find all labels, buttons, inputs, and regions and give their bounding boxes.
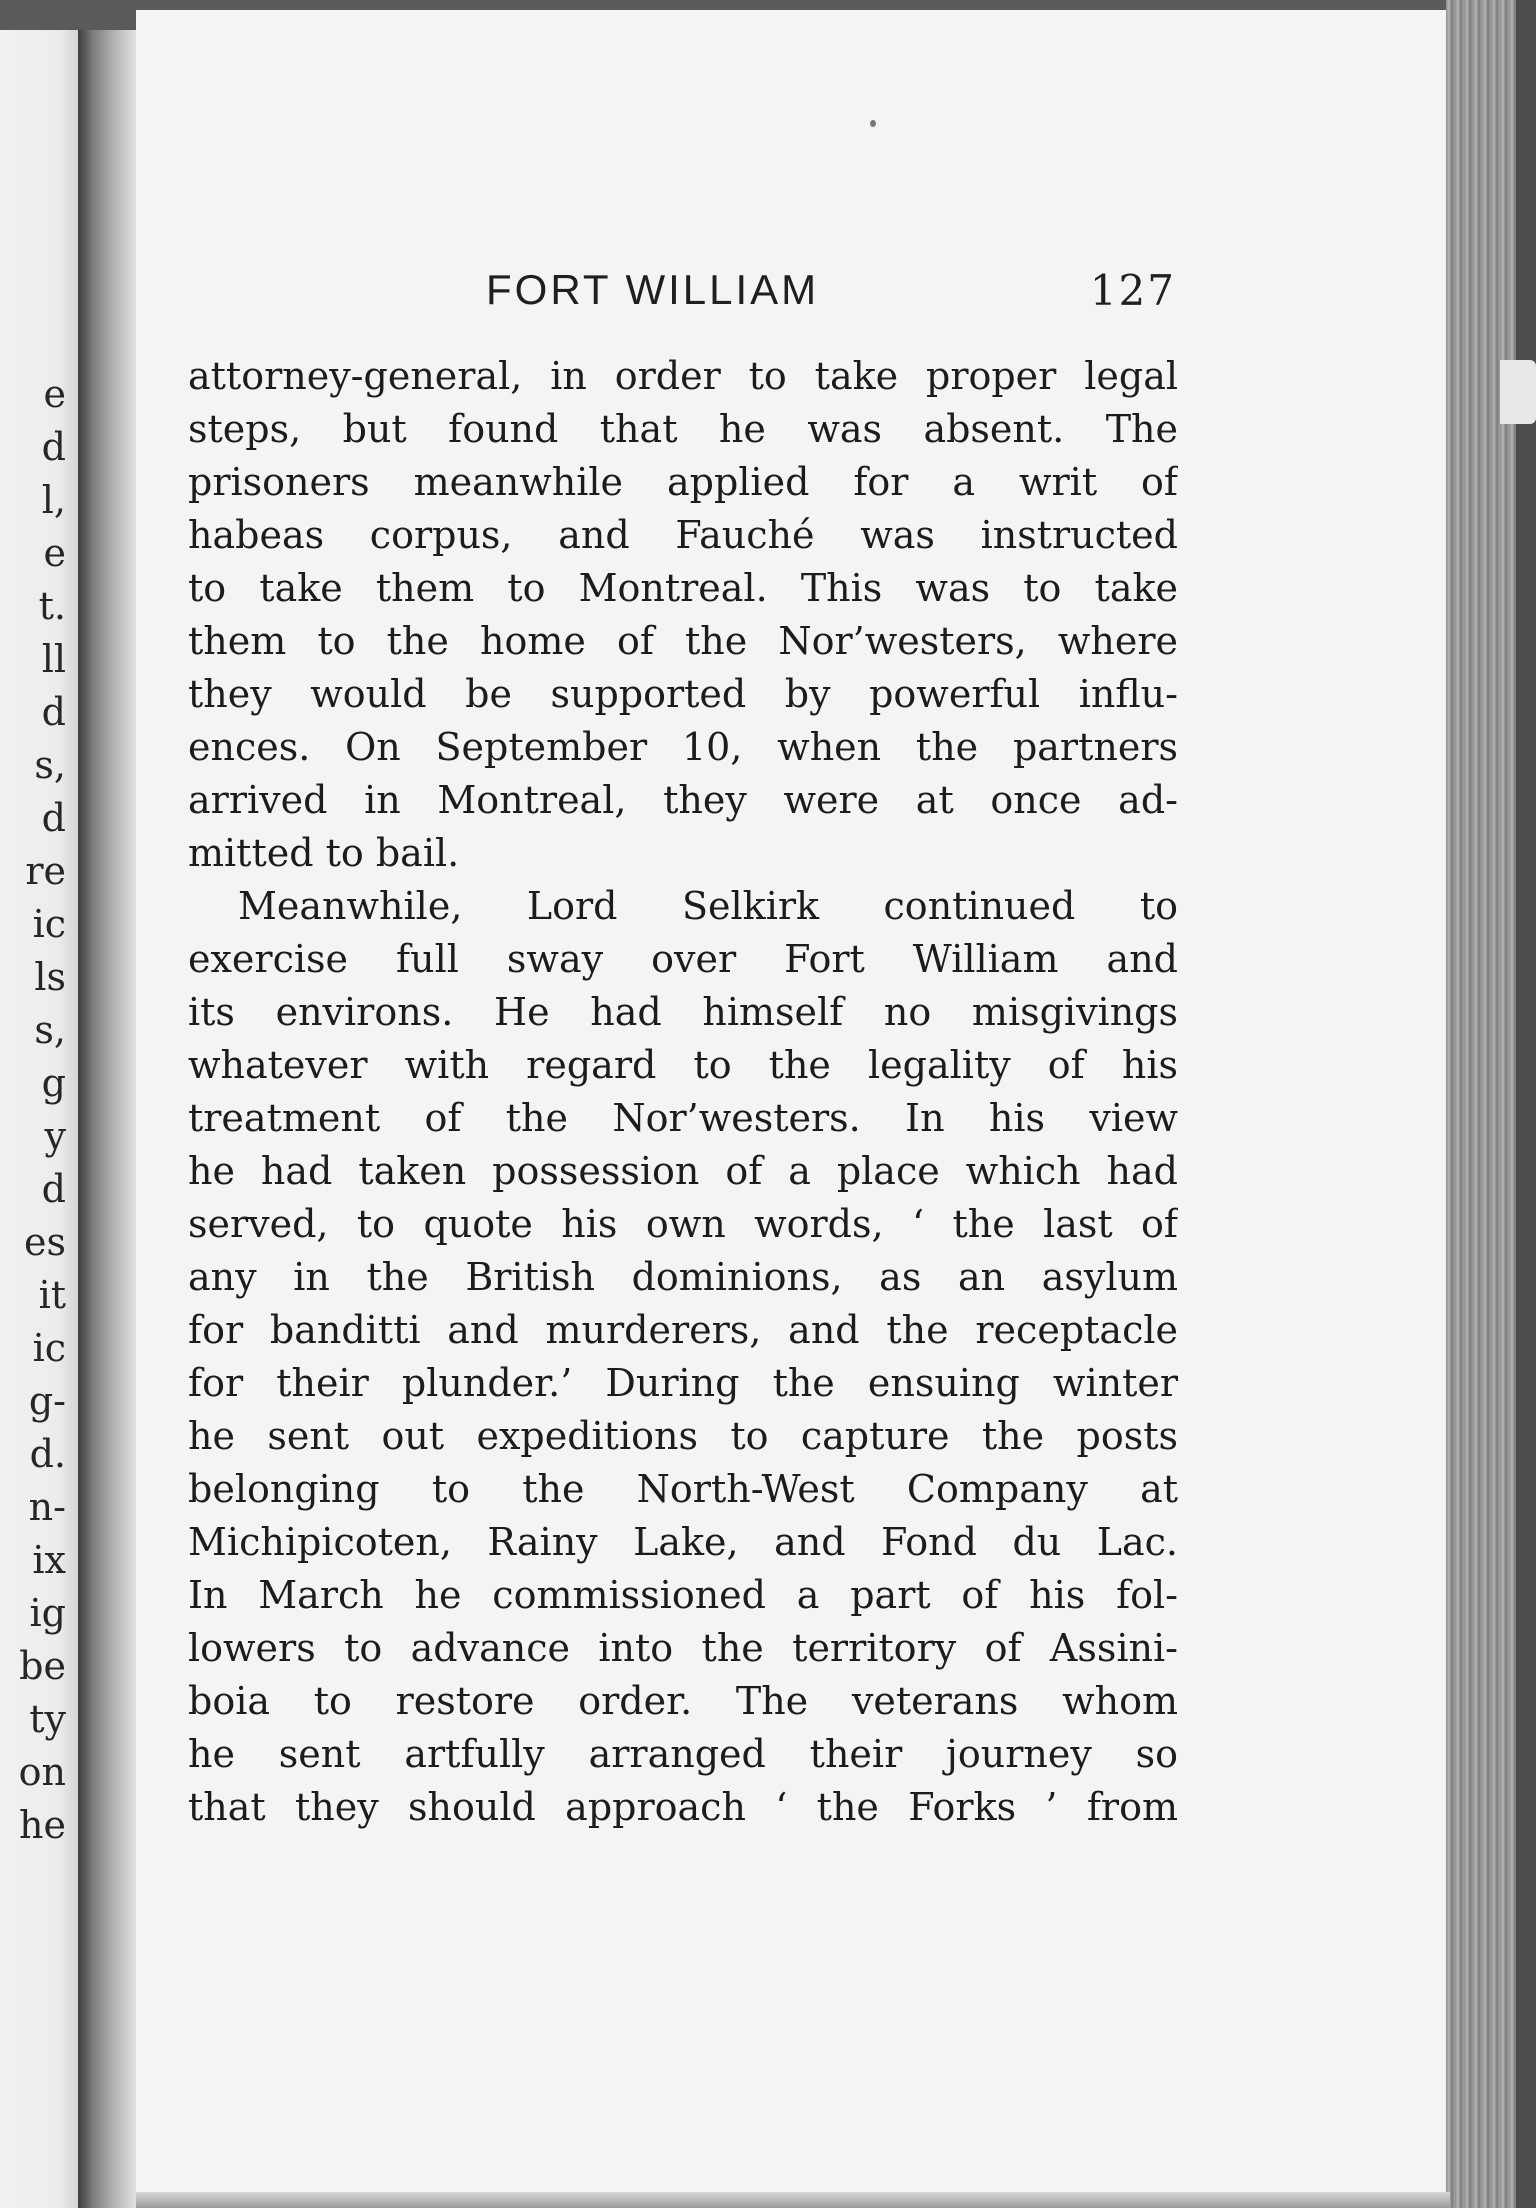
- left-fragment: re: [25, 849, 66, 893]
- left-fragment: ty: [29, 1697, 66, 1741]
- text-line: prisoners meanwhile applied for a writ of: [188, 460, 1178, 504]
- left-fragment: t.: [38, 584, 66, 628]
- text-line: belonging to the North-West Company at: [188, 1467, 1178, 1511]
- left-fragment: ll: [41, 637, 66, 681]
- left-fragment: g-: [28, 1379, 66, 1423]
- page-number: 127: [1089, 266, 1176, 315]
- left-fragment: ig: [29, 1591, 66, 1635]
- text-line: boia to restore order. The veterans whom: [188, 1679, 1178, 1723]
- left-fragment: y: [44, 1114, 66, 1158]
- left-fragment: ic: [32, 902, 66, 946]
- left-fragment: e: [43, 531, 66, 575]
- text-line: In March he commissioned a part of his fol-: [188, 1573, 1178, 1617]
- book-gutter: [78, 30, 136, 2208]
- left-fragment: on: [18, 1750, 66, 1794]
- text-line: Meanwhile, Lord Selkirk continued to: [238, 884, 1178, 928]
- left-fragment: d.: [29, 1432, 66, 1476]
- left-fragment: s,: [34, 1008, 66, 1052]
- text-line: he had taken possession of a place which had: [188, 1149, 1178, 1193]
- text-line: habeas corpus, and Fauché was instructed: [188, 513, 1178, 557]
- left-fragment: ls: [34, 955, 66, 999]
- text-line: he sent artfully arranged their journey so: [188, 1732, 1178, 1776]
- left-fragment: ic: [32, 1326, 66, 1370]
- left-fragment: e: [43, 372, 66, 416]
- text-line: its environs. He had himself no misgivings: [188, 990, 1178, 1034]
- text-line: attorney-general, in order to take proper legal: [188, 354, 1178, 398]
- left-fragment: d: [41, 690, 66, 734]
- text-line: that they should approach ‘ the Forks ’ from: [188, 1785, 1178, 1829]
- left-fragment: ix: [32, 1538, 66, 1582]
- text-line: arrived in Montreal, they were at once ad-: [188, 778, 1178, 822]
- page-bottom-edge: [136, 2192, 1450, 2208]
- text-line: Michipicoten, Rainy Lake, and Fond du Lac.: [188, 1520, 1178, 1564]
- running-header: [186, 266, 1176, 326]
- left-facing-page: [0, 30, 78, 2208]
- left-fragment: d: [41, 1167, 66, 1211]
- text-line: served, to quote his own words, ‘ the last of: [188, 1202, 1178, 1246]
- page-tab: [1500, 360, 1536, 424]
- left-fragment: s,: [34, 743, 66, 787]
- text-line: whatever with regard to the legality of his: [188, 1043, 1178, 1087]
- left-fragment: n-: [28, 1485, 66, 1529]
- text-line: they would be supported by powerful influ-: [188, 672, 1178, 716]
- text-line: to take them to Montreal. This was to take: [188, 566, 1178, 610]
- text-line: lowers to advance into the territory of Assini-: [188, 1626, 1178, 1670]
- text-line: steps, but found that he was absent. The: [188, 407, 1178, 451]
- text-line: for their plunder.’ During the ensuing winter: [188, 1361, 1178, 1405]
- text-line: any in the British dominions, as an asylum: [188, 1255, 1178, 1299]
- left-fragment: l,: [41, 478, 66, 522]
- left-fragment: he: [19, 1803, 66, 1847]
- left-page-text-fragments: [19, 368, 66, 1852]
- left-fragment: it: [38, 1273, 66, 1317]
- left-fragment: g: [41, 1061, 66, 1105]
- ink-speck: [870, 120, 876, 127]
- left-fragment: be: [19, 1644, 66, 1688]
- text-line: ences. On September 10, when the partners: [188, 725, 1178, 769]
- body-text: [188, 350, 1178, 1834]
- left-fragment: es: [24, 1220, 66, 1264]
- running-title: FORT WILLIAM: [486, 266, 820, 313]
- left-fragment: d: [41, 425, 66, 469]
- text-line: for banditti and murderers, and the receptacle: [188, 1308, 1178, 1352]
- text-line: them to the home of the Nor’westers, where: [188, 619, 1178, 663]
- text-line: exercise full sway over Fort William and: [188, 937, 1178, 981]
- text-line: mitted to bail.: [188, 831, 460, 875]
- page-edges: [1446, 0, 1536, 2208]
- text-line: treatment of the Nor’westers. In his view: [188, 1096, 1178, 1140]
- left-fragment: d: [41, 796, 66, 840]
- text-line: he sent out expeditions to capture the posts: [188, 1414, 1178, 1458]
